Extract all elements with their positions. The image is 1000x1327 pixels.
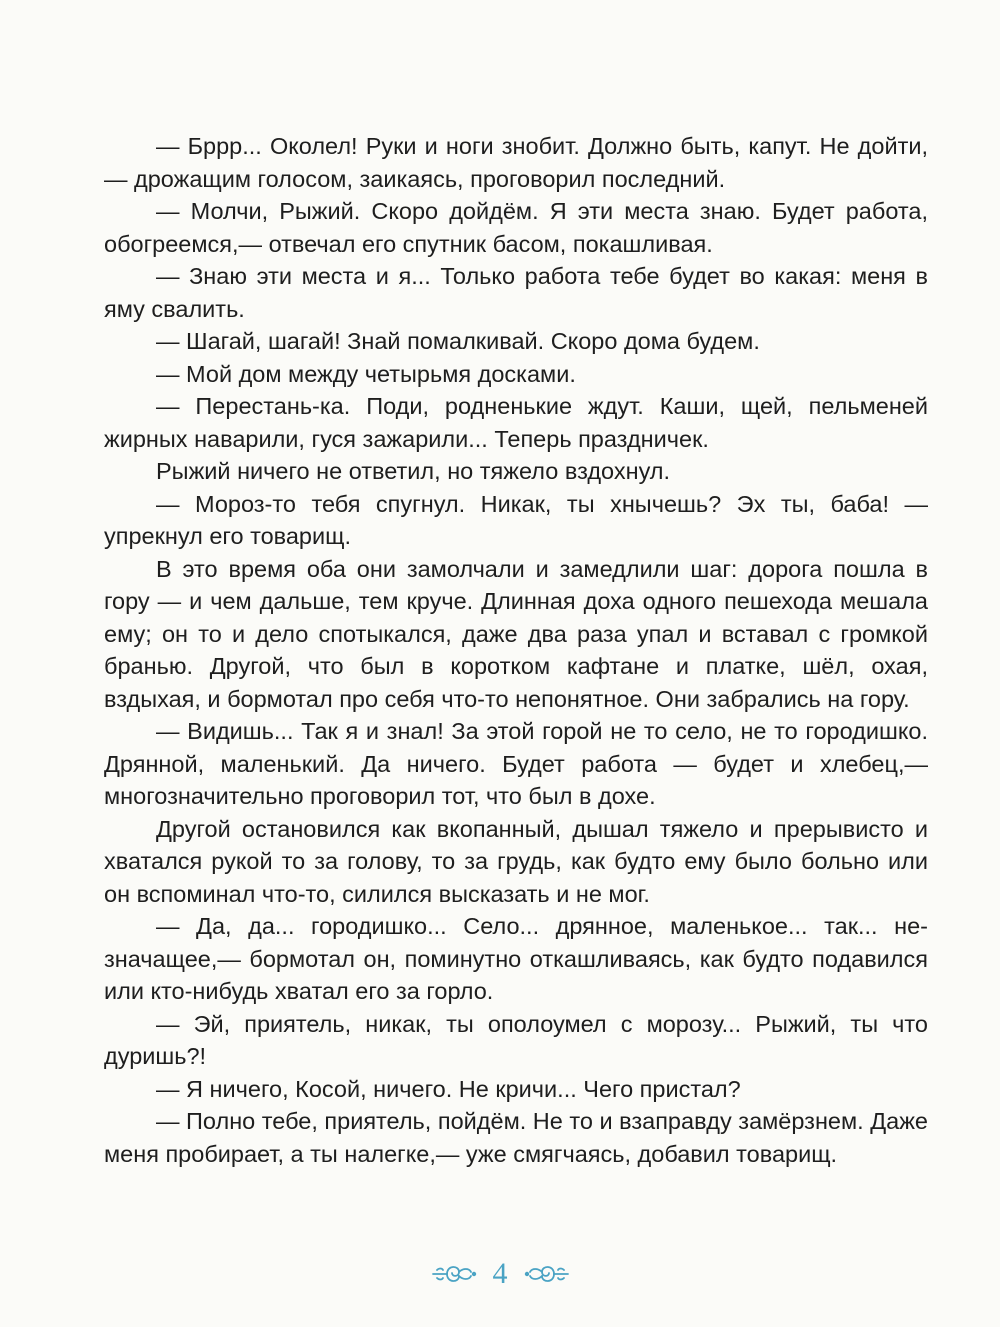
body-text: [104, 130, 928, 1170]
paragraph: — Бррр... Околел! Руки и ноги знобит. Должно быть, капут. Не дойти,— дрожащим голосом, заикаясь, проговорил последний.: [104, 133, 928, 192]
paragraph: — Эй, приятель, никак, ты ополоумел с морозу... Рыжий, ты что дуришь?!: [104, 1010, 928, 1069]
page-number: 4: [492, 1257, 508, 1290]
paragraph: — Да, да... городишко... Село... дрянное, маленькое... так... незначащее,— бормотал он, поминутно откашливаясь, как будто подавился или кто-нибудь хватал его за горло.: [104, 913, 928, 1004]
paragraph: — Молчи, Рыжий. Скоро дойдём. Я эти места знаю. Будет работа, обогреемся,— отвечал его спутник басом, покашливая.: [104, 198, 928, 257]
paragraph: — Мороз-то тебя спугнул. Никак, ты хнычешь? Эх ты, баба! — упрекнул его товарищ.: [104, 490, 928, 549]
decorative-scroll-icon: [431, 1259, 479, 1289]
paragraph: — Мой дом между четырьмя досками.: [156, 360, 576, 387]
decorative-scroll-icon: [522, 1259, 570, 1289]
paragraph: — Перестань-ка. Поди, родненькие ждут. Каши, щей, пельменей жирных наварили, гуся зажарили... Теперь праздничек.: [104, 393, 928, 452]
paragraph: Рыжий ничего не ответил, но тяжело вздохнул.: [156, 458, 671, 484]
page-footer: [0, 1252, 1000, 1296]
paragraph: — Видишь... Так я и знал! За этой горой не то село, не то городишко. Дрянной, маленький. Да ничего. Будет работа — будет и хлебец,— многозначительно проговорил тот, что был в дохе.: [104, 718, 928, 809]
paragraph: Другой остановился как вкопанный, дышал тяжело и прерывисто и хватался рукой то за голову, то за грудь, как будто ему было больно или он вспоминал что-то, силился высказать и не мог.: [104, 815, 928, 907]
paragraph: — Я ничего, Косой, ничего. Не кричи... Чего пристал?: [156, 1075, 741, 1102]
paragraph: В это время оба они замолчали и замедлили шаг: дорога пошла в гору — и чем дальше, тем круче. Длинная доха одного пешехода мешала ему; он то и дело спотыкался, даже два раза упал и вставал с громкой бранью. Другой, что был в коротком кафтане и платке, шёл, охая, вздыхая, и бормотал про себя что-то непонятное. Они забрались на гору.: [104, 555, 928, 712]
paragraph: — Полно тебе, приятель, пойдём. Не то и взаправду замёрзнем. Даже меня пробирает, а ты налегке,— уже смягчаясь, добавил товарищ.: [104, 1108, 928, 1167]
paragraph: — Знаю эти места и я... Только работа тебе будет во какая: меня в яму свалить.: [104, 263, 928, 322]
paragraph: — Шагай, шагай! Знай помалкивай. Скоро дома будем.: [156, 328, 760, 354]
